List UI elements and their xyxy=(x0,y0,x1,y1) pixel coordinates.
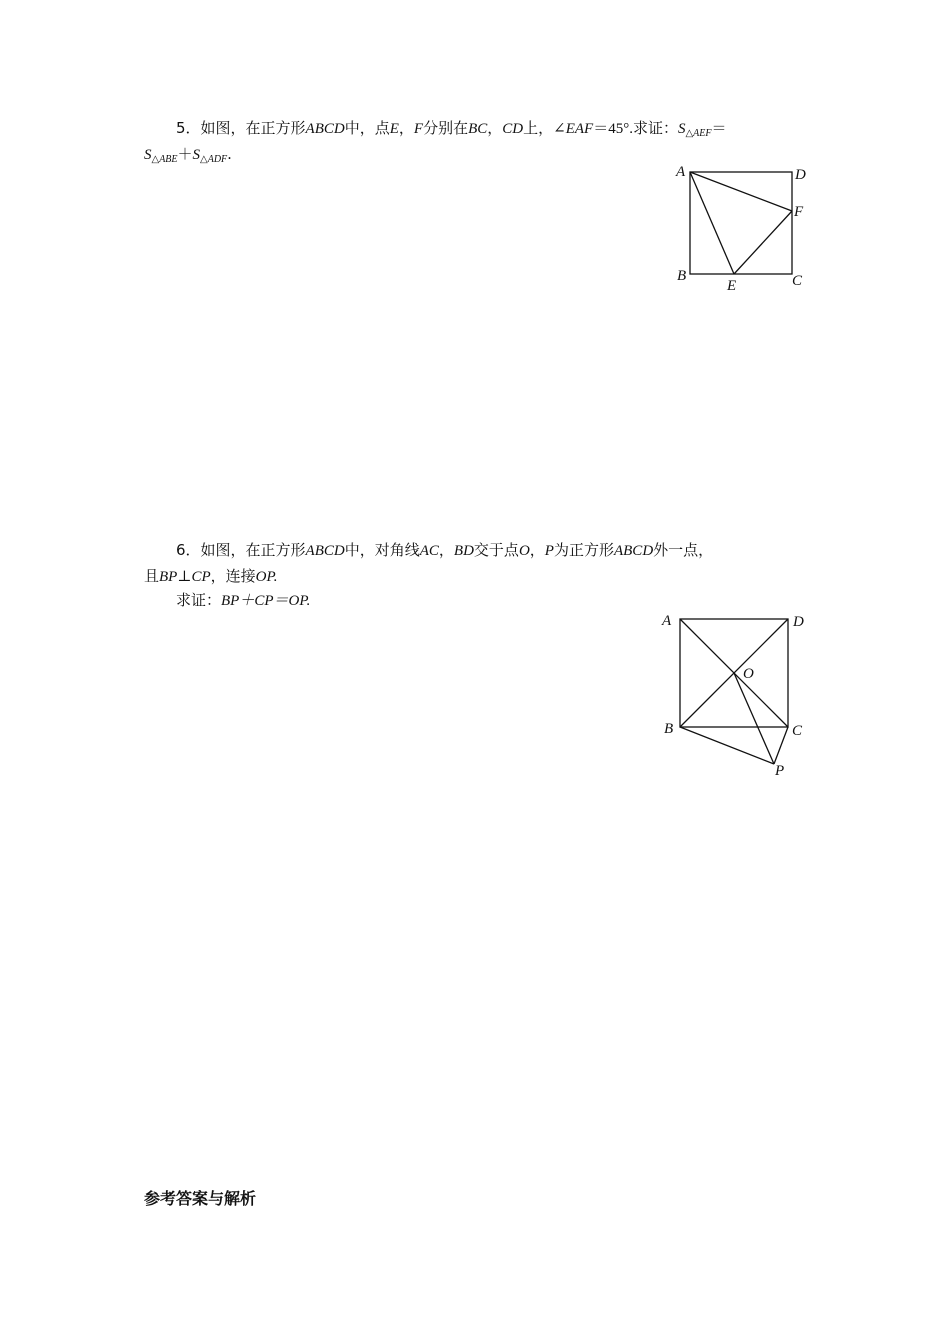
question-5-line-2 xyxy=(144,142,232,172)
q6-ac: AC xyxy=(419,543,439,559)
q6-cp: CP xyxy=(191,569,211,585)
q5-text: ＝45°.求证： xyxy=(593,121,678,137)
label-o: O xyxy=(743,666,754,682)
label-b: B xyxy=(664,721,674,737)
q5-bc: BC xyxy=(468,121,488,137)
q5-abcd: ABCD xyxy=(305,121,345,137)
label-a: A xyxy=(676,164,686,180)
figure-q5 xyxy=(670,158,820,298)
q5-text: 中，点 xyxy=(344,119,390,137)
q5-text: 5．如图，在正方形 xyxy=(176,119,306,137)
q5-s: S xyxy=(144,147,152,163)
q5-text: . xyxy=(227,145,232,163)
q5-sub: △ADF xyxy=(200,154,228,165)
q5-text: ＋ xyxy=(177,147,193,163)
q6-text: 交于点 xyxy=(473,541,519,559)
q5-text: ， xyxy=(398,119,414,137)
q5-sub: △ABE xyxy=(151,154,178,165)
segment-ef xyxy=(734,211,792,274)
question-6-line-1 xyxy=(176,538,713,564)
q5-text: ＝ xyxy=(711,121,727,137)
label-d: D xyxy=(795,167,806,183)
segment-af xyxy=(690,172,792,211)
q6-bp: BP xyxy=(159,569,178,585)
q5-sub: △AEF xyxy=(685,128,712,139)
q6-expr: BP＋CP＝OP. xyxy=(221,593,311,609)
answers-heading: 参考答案与解析 xyxy=(144,1189,257,1208)
question-5-line-1 xyxy=(176,116,816,146)
label-b: B xyxy=(677,268,687,284)
q6-perp: ⊥ xyxy=(177,569,192,585)
label-p: P xyxy=(775,763,785,779)
q6-text: 求证： xyxy=(176,591,222,609)
q6-text: ， xyxy=(529,541,545,559)
q6-text: ，连接 xyxy=(210,567,256,585)
label-c: C xyxy=(792,723,803,739)
q6-text: ， xyxy=(438,541,454,559)
q6-op: OP. xyxy=(255,569,278,585)
q6-o: O xyxy=(518,543,530,559)
label-e: E xyxy=(727,278,737,294)
q6-text: 中，对角线 xyxy=(344,541,420,559)
q5-text: 分别在 xyxy=(423,119,469,137)
label-f: F xyxy=(794,204,804,220)
q5-text: 上， xyxy=(523,119,554,137)
q6-abcd: ABCD xyxy=(613,543,654,559)
q5-f: F xyxy=(413,121,424,137)
figure-q6 xyxy=(655,605,825,790)
q6-abcd: ABCD xyxy=(305,543,345,559)
q6-text: 且 xyxy=(144,567,160,585)
square-abcd xyxy=(690,172,792,274)
q6-bd: BD xyxy=(453,543,474,559)
q5-angle: ∠EAF xyxy=(553,121,594,137)
segment-ae xyxy=(690,172,734,274)
q6-text: 外一点， xyxy=(653,541,714,559)
q6-p: P xyxy=(544,543,554,559)
q5-cd: CD xyxy=(502,121,524,137)
q5-text: ， xyxy=(487,119,503,137)
q6-text: 6．如图，在正方形 xyxy=(176,541,306,559)
question-6-line-3 xyxy=(176,588,310,614)
q5-s: S xyxy=(677,121,686,137)
segment-cp xyxy=(774,727,788,764)
q5-e: E xyxy=(389,121,399,137)
q5-s: S xyxy=(192,147,201,163)
q6-text: 为正方形 xyxy=(553,541,614,559)
question-6-line-2 xyxy=(144,564,277,590)
label-a: A xyxy=(662,613,672,629)
label-c: C xyxy=(792,273,803,289)
label-d: D xyxy=(793,614,804,630)
